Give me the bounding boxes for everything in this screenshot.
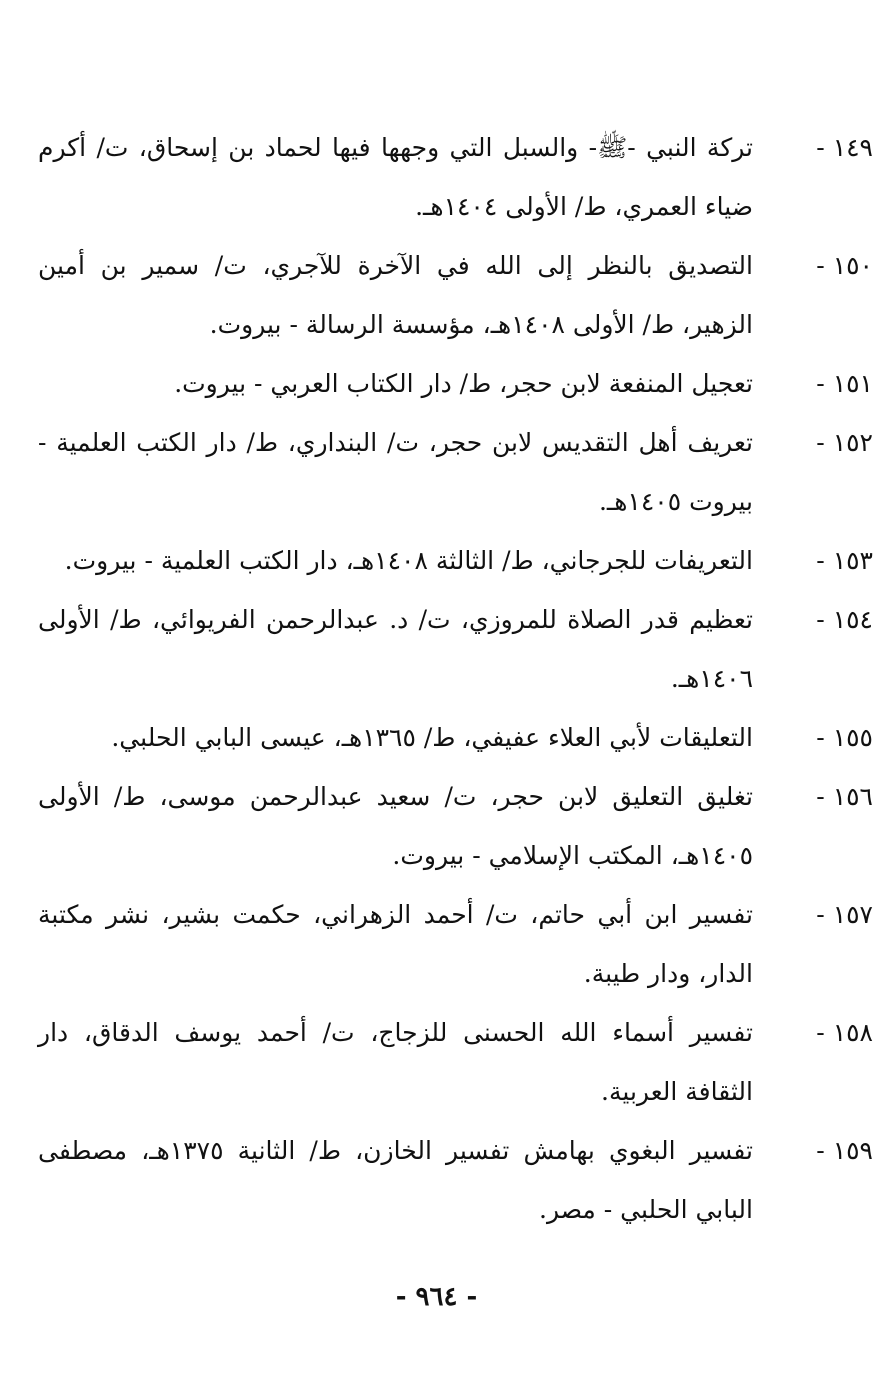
entry-number: ١٥٧ -	[816, 900, 873, 929]
entry-text: تفسير أسماء الله الحسنى للزجاج، ت/ أحمد يوسف الدقاق، دار الثقافة العربية.	[38, 1018, 753, 1106]
entry-text: تغليق التعليق لابن حجر، ت/ سعيد عبدالرحمن موسى، ط/ الأولى ١٤٠٥هـ، المكتب الإسلامي - بيروت.	[38, 782, 753, 870]
entry-text: تركة النبي -ﷺ- والسبل التي وجهها فيها لحماد بن إسحاق، ت/ أكرم ضياء العمري، ط/ الأولى ١٤٠٤هـ.	[38, 133, 753, 221]
entry-number: ١٥٢ -	[816, 428, 873, 457]
entry-text: تعريف أهل التقديس لابن حجر، ت/ البنداري، ط/ دار الكتب العلمية - بيروت ١٤٠٥هـ.	[38, 428, 753, 516]
entry-number: ١٥٣ -	[816, 546, 873, 575]
bibliography-entry-159	[38, 1121, 873, 1239]
entry-text: تعجيل المنفعة لابن حجر، ط/ دار الكتاب العربي - بيروت.	[174, 369, 753, 398]
entry-text: التعريفات للجرجاني، ط/ الثالثة ١٤٠٨هـ، دار الكتب العلمية - بيروت.	[64, 546, 753, 575]
page-number: - ٩٦٤ -	[395, 1282, 478, 1312]
entry-text: التعليقات لأبي العلاء عفيفي، ط/ ١٣٦٥هـ، عيسى البابي الحلبي.	[111, 723, 753, 752]
entry-number: ١٥٨ -	[816, 1018, 873, 1047]
bibliography-entry-157	[38, 885, 873, 1003]
bibliography-entry-149	[38, 118, 873, 236]
bibliography-entry-150	[38, 236, 873, 354]
entry-text: تفسير ابن أبي حاتم، ت/ أحمد الزهراني، حكمت بشير، نشر مكتبة الدار، ودار طيبة.	[38, 900, 753, 988]
entry-number: ١٥٦ -	[816, 782, 873, 811]
entry-number: ١٥٠ -	[816, 251, 873, 280]
entry-number: ١٥١ -	[816, 369, 873, 398]
entry-text: تفسير البغوي بهامش تفسير الخازن، ط/ الثانية ١٣٧٥هـ، مصطفى البابي الحلبي - مصر.	[38, 1136, 753, 1224]
entry-text: تعظيم قدر الصلاة للمروزي، ت/ د. عبدالرحمن الفريوائي، ط/ الأولى ١٤٠٦هـ.	[38, 605, 753, 693]
entry-number: ١٤٩ -	[816, 133, 873, 162]
bibliography-entry-154	[38, 590, 873, 708]
entry-number: ١٥٩ -	[816, 1136, 873, 1165]
bibliography-entry-155	[38, 708, 873, 767]
entry-number: ١٥٥ -	[816, 723, 873, 752]
bibliography-entry-152	[38, 413, 873, 531]
bibliography-entry-151	[38, 354, 873, 413]
bibliography-entry-153	[38, 531, 873, 590]
bibliography-entry-156	[38, 767, 873, 885]
entry-text: التصديق بالنظر إلى الله في الآخرة للآجري، ت/ سمير بن أمين الزهير، ط/ الأولى ١٤٠٨هـ، مؤسسة الرسالة - بيروت.	[38, 251, 753, 339]
entry-number: ١٥٤ -	[816, 605, 873, 634]
bibliography-entry-158	[38, 1003, 873, 1121]
